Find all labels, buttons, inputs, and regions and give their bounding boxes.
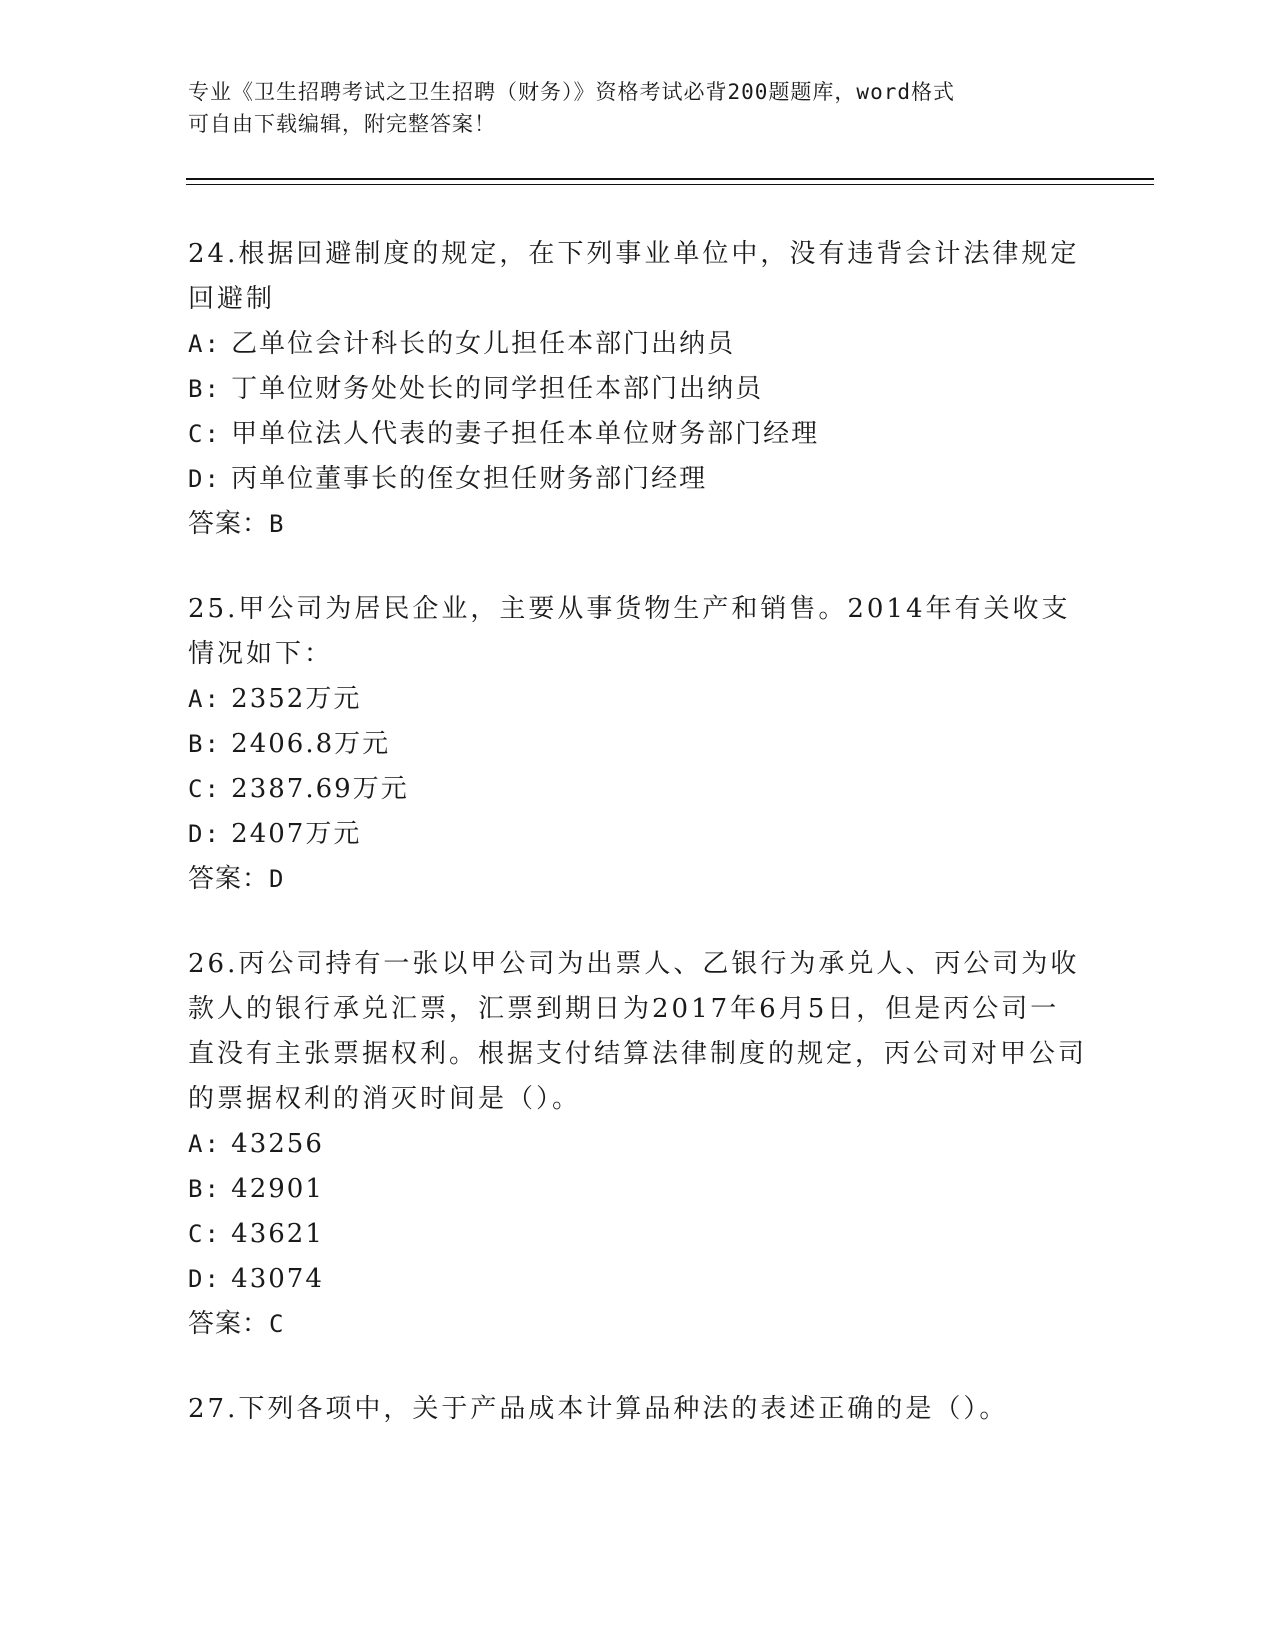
option-b bbox=[188, 1167, 1088, 1212]
option-text: 42901 bbox=[231, 1174, 324, 1204]
option-letter: D: bbox=[188, 1265, 221, 1293]
option-a bbox=[188, 1122, 1088, 1167]
question-26 bbox=[188, 942, 1088, 1347]
option-text: 2406.8万元 bbox=[231, 729, 391, 759]
option-letter: A: bbox=[188, 1130, 221, 1158]
option-c bbox=[188, 412, 1088, 457]
answer-line bbox=[188, 502, 1088, 547]
option-d bbox=[188, 1257, 1088, 1302]
header-divider-thin bbox=[186, 184, 1154, 185]
question-stem: 25.甲公司为居民企业，主要从事货物生产和销售。2014年有关收支情况如下： bbox=[188, 594, 1071, 669]
option-letter: C: bbox=[188, 775, 221, 803]
document-header bbox=[188, 76, 1088, 140]
option-text: 2407万元 bbox=[231, 819, 362, 849]
option-a bbox=[188, 677, 1088, 722]
header-divider-thick bbox=[186, 178, 1154, 180]
option-text: 丙单位董事长的侄女担任财务部门经理 bbox=[231, 464, 708, 494]
option-text: 43256 bbox=[231, 1129, 324, 1159]
answer-line bbox=[188, 1302, 1088, 1347]
header-title-line-2: 可自由下载编辑，附完整答案！ bbox=[188, 112, 496, 136]
question-stem: 26.丙公司持有一张以甲公司为出票人、乙银行为承兑人、丙公司为收款人的银行承兑汇票，汇票到期日为2017年6月5日，但是丙公司一直没有主张票据权利。根据支付结算法律制度的规定，丙公司对甲公司的票据权利的消灭时间是（）。 bbox=[188, 949, 1088, 1114]
option-d bbox=[188, 457, 1088, 502]
header-title-line-1: 专业《卫生招聘考试之卫生招聘（财务）》资格考试必背200题题库，word格式 bbox=[188, 80, 955, 104]
option-text: 2352万元 bbox=[231, 684, 362, 714]
option-text: 43621 bbox=[231, 1219, 324, 1249]
option-letter: B: bbox=[188, 1175, 221, 1203]
option-a bbox=[188, 322, 1088, 367]
question-25 bbox=[188, 587, 1088, 902]
question-stem: 27.下列各项中，关于产品成本计算品种法的表述正确的是（）。 bbox=[188, 1394, 1009, 1424]
option-text: 丁单位财务处处长的同学担任本部门出纳员 bbox=[231, 374, 764, 404]
answer-label: 答案： bbox=[188, 509, 270, 539]
option-letter: A: bbox=[188, 685, 221, 713]
option-letter: B: bbox=[188, 375, 221, 403]
question-24 bbox=[188, 232, 1088, 547]
option-d bbox=[188, 812, 1088, 857]
option-letter: C: bbox=[188, 420, 221, 448]
option-letter: D: bbox=[188, 465, 221, 493]
answer-value: D bbox=[269, 865, 285, 893]
option-b bbox=[188, 722, 1088, 767]
question-27 bbox=[188, 1387, 1088, 1432]
answer-label: 答案： bbox=[188, 864, 270, 894]
option-b bbox=[188, 367, 1088, 412]
option-text: 2387.69万元 bbox=[231, 774, 409, 804]
option-text: 乙单位会计科长的女儿担任本部门出纳员 bbox=[231, 329, 736, 359]
option-text: 甲单位法人代表的妻子担任本单位财务部门经理 bbox=[231, 419, 820, 449]
option-letter: B: bbox=[188, 730, 221, 758]
option-letter: D: bbox=[188, 820, 221, 848]
option-c bbox=[188, 1212, 1088, 1257]
option-letter: A: bbox=[188, 330, 221, 358]
answer-line bbox=[188, 857, 1088, 902]
answer-value: C bbox=[269, 1310, 285, 1338]
question-stem: 24.根据回避制度的规定，在下列事业单位中，没有违背会计法律规定回避制 bbox=[188, 239, 1080, 314]
answer-label: 答案： bbox=[188, 1309, 270, 1339]
option-text: 43074 bbox=[231, 1264, 324, 1294]
answer-value: B bbox=[269, 510, 285, 538]
option-c bbox=[188, 767, 1088, 812]
question-list bbox=[188, 232, 1088, 1472]
option-letter: C: bbox=[188, 1220, 221, 1248]
